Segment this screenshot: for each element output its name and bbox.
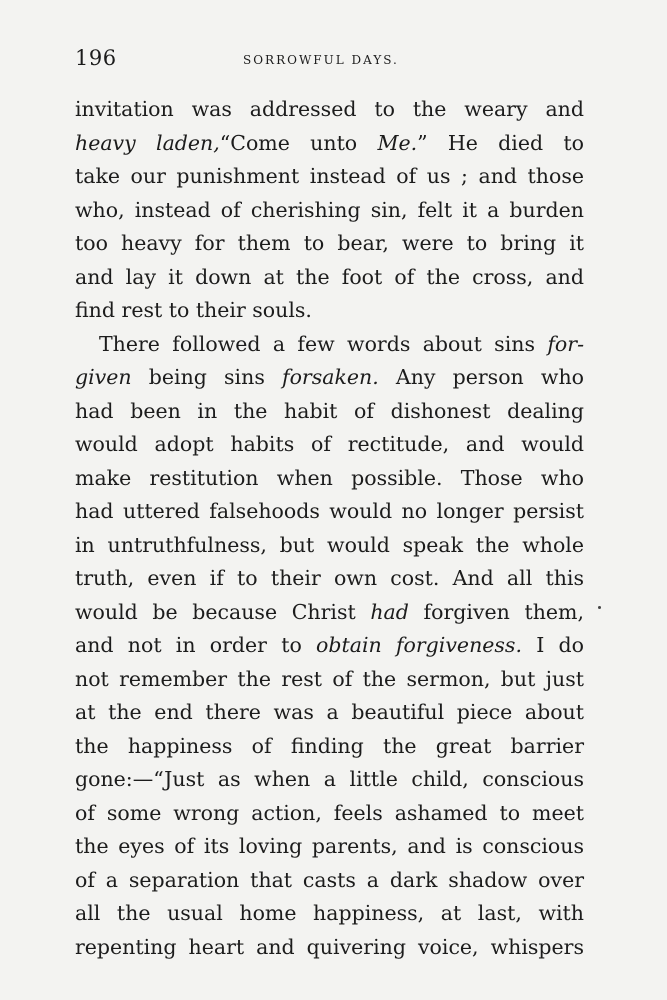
text-line: make restitution when possible. Those who: [75, 465, 584, 490]
text-line: take our punishment instead of us ; and those: [75, 164, 584, 188]
body-text: [75, 93, 584, 964]
text-line: of a separation that casts a dark shadow over: [75, 867, 584, 892]
margin-speck: [598, 606, 601, 609]
text-line: There followed a few words about sins for-: [99, 331, 584, 356]
text-line: of some wrong action, feels ashamed to meet: [75, 800, 584, 825]
text-line: had been in the habit of dishonest dealing: [75, 398, 584, 423]
page-number: 196: [75, 46, 117, 70]
text-line: too heavy for them to bear, were to bring it: [75, 231, 584, 255]
text-line: given being sins forsaken. Any person who: [75, 365, 584, 389]
text-line: gone:—“Just as when a little child, conscious: [75, 767, 584, 791]
text-line: and lay it down at the foot of the cross, and: [75, 264, 584, 289]
text-line: find rest to their souls.: [75, 298, 312, 322]
text-line: repenting heart and quivering voice, whispers: [75, 934, 584, 959]
text-line: in untruthfulness, but would speak the whole: [75, 532, 584, 557]
text-line: invitation was addressed to the weary and: [75, 97, 584, 121]
text-line: heavy laden,“Come unto Me.” He died to: [75, 130, 584, 155]
text-line: and not in order to obtain forgiveness. I do: [75, 633, 584, 657]
text-line: the eyes of its loving parents, and is conscious: [75, 834, 584, 858]
text-line: who, instead of cherishing sin, felt it a burden: [75, 197, 584, 222]
text-line: would adopt habits of rectitude, and would: [75, 432, 584, 456]
text-line: all the usual home happiness, at last, with: [75, 901, 584, 925]
text-line: not remember the rest of the sermon, but just: [75, 666, 584, 691]
running-head: SORROWFUL DAYS.: [243, 53, 399, 67]
text-line: would be because Christ had forgiven them,: [75, 599, 584, 624]
text-line: the happiness of finding the great barrier: [75, 733, 584, 758]
page-header: [75, 46, 585, 76]
text-line: truth, even if to their own cost. And all this: [75, 566, 584, 590]
text-line: at the end there was a beautiful piece about: [75, 700, 584, 724]
text-line: had uttered falsehoods would no longer persist: [75, 499, 584, 523]
